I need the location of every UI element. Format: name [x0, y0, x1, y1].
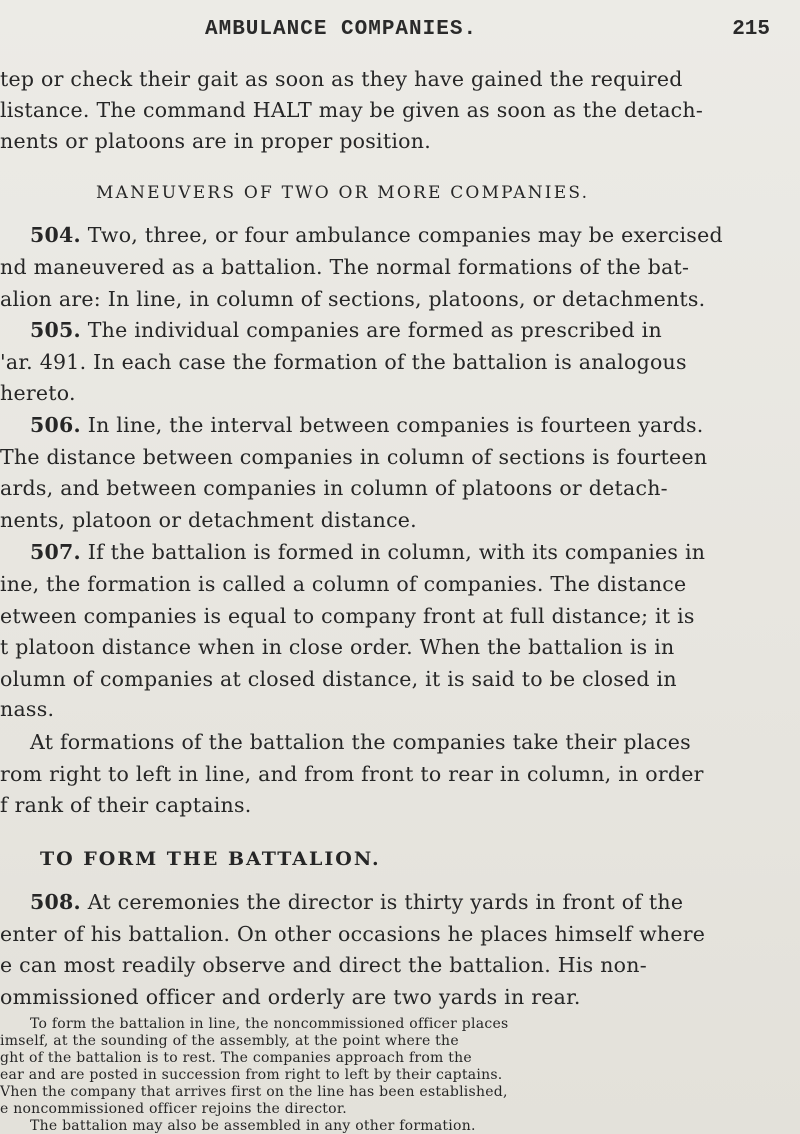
text-line: alion are: In line, in column of sections, platoons, or detachments. [0, 287, 706, 311]
text-line: tep or check their gait as soon as they have gained the required [0, 67, 683, 91]
paragraph-number: 507. [30, 540, 81, 564]
paragraph-504-first-line [30, 222, 723, 248]
text-line: hereto. [0, 381, 76, 405]
paragraph-number: 506. [30, 413, 81, 437]
paragraph-506-first-line [30, 412, 703, 438]
text-line: ght of the battalion is to rest. The companies approach from the [0, 1050, 472, 1066]
text-line: ards, and between companies in column of platoons or detach- [0, 476, 668, 500]
text-line: nd maneuvered as a battalion. The normal formations of the bat- [0, 255, 690, 279]
text-line: nents or platoons are in proper position. [0, 129, 431, 153]
section-heading: MANEUVERS OF TWO OR MORE COMPANIES. [96, 183, 590, 203]
text-line: The distance between companies in column of sections is fourteen [0, 445, 708, 469]
text-line: nass. [0, 697, 55, 721]
text-line: 'ar. 491. In each case the formation of the battalion is analogous [0, 350, 687, 374]
text-line: olumn of companies at closed distance, it is said to be closed in [0, 667, 677, 691]
text-line: t platoon distance when in close order. When the battalion is in [0, 635, 675, 659]
text-line: ommissioned officer and orderly are two yards in rear. [0, 985, 581, 1009]
text-line: nents, platoon or detachment distance. [0, 508, 417, 532]
text-line: Two, three, or four ambulance companies may be exercised [87, 223, 723, 247]
text-line: To form the battalion in line, the noncommissioned officer places [30, 1016, 509, 1032]
text-line: Vhen the company that arrives first on the line has been established, [0, 1084, 508, 1100]
text-line: ear and are posted in succession from right to left by their captains. [0, 1067, 503, 1083]
paragraph-507-first-line [30, 539, 705, 565]
text-line: e noncommissioned officer rejoins the director. [0, 1101, 347, 1117]
text-line: If the battalion is formed in column, with its companies in [87, 540, 706, 564]
text-line: etween companies is equal to company front at full distance; it is [0, 604, 695, 628]
text-line: imself, at the sounding of the assembly, at the point where the [0, 1033, 459, 1049]
section-heading: TO FORM THE BATTALION. [40, 848, 381, 870]
paragraph-508-first-line [30, 889, 683, 915]
text-line: In line, the interval between companies is fourteen yards. [87, 413, 704, 437]
text-line: e can most readily observe and direct the battalion. His non- [0, 953, 647, 977]
paragraph-number: 505. [30, 318, 81, 342]
text-line: enter of his battalion. On other occasions he places himself where [0, 922, 706, 946]
paragraph-number: 504. [30, 223, 81, 247]
text-line: At ceremonies the director is thirty yards in front of the [87, 890, 684, 914]
text-line: The individual companies are formed as prescribed in [87, 318, 662, 342]
text-line: rom right to left in line, and from front to rear in column, in order [0, 762, 704, 786]
paragraph-number: 508. [30, 890, 81, 914]
text-line: The battalion may also be assembled in any other formation. [30, 1118, 476, 1134]
text-line: listance. The command HALT may be given as soon as the detach- [0, 98, 704, 122]
text-line: f rank of their captains. [0, 793, 252, 817]
paragraph-505-first-line [30, 317, 662, 343]
running-title: AMBULANCE COMPANIES. [205, 18, 478, 41]
page-number: 215 [732, 18, 770, 41]
text-line: At formations of the battalion the companies take their places [30, 730, 691, 754]
text-line: ine, the formation is called a column of companies. The distance [0, 572, 687, 596]
